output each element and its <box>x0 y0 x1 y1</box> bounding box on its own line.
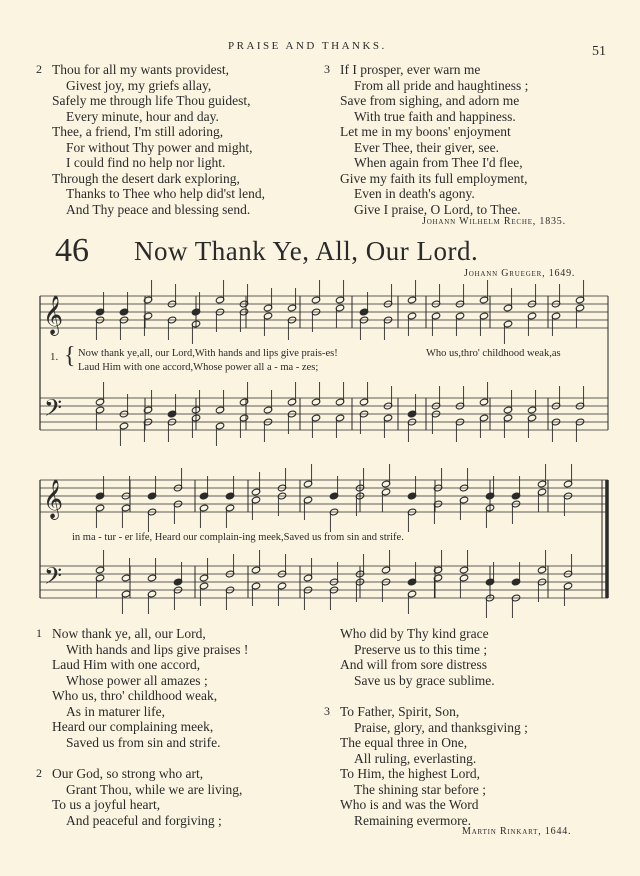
verse-line: Who is and was the Word <box>340 797 479 812</box>
verse-line: All ruling, everlasting. <box>354 750 477 766</box>
composer: Johann Grueger, 1649. <box>464 268 576 279</box>
verse-line: To us a joyful heart, <box>52 797 161 812</box>
verse-line: Who us, thro' childhood weak, <box>52 688 218 703</box>
verse-number: 2 <box>36 766 42 780</box>
verse-line: Remaining evermore. <box>354 812 471 828</box>
bass-clef-icon: 𝄢 <box>44 394 63 427</box>
verse-line: Givest joy, my griefs allay, <box>66 77 212 93</box>
verse-line: Every minute, hour and day. <box>66 108 219 124</box>
verse-line: Praise, glory, and thanksgiving ; <box>354 719 528 735</box>
verse-line: Who did by Thy kind grace <box>340 626 489 641</box>
verse-line: Laud Him with one accord, <box>52 657 201 672</box>
score-lyric-line-3: in ma - tur - er life, Heard our complain-ing meek,Saved us from sin and strife. <box>72 532 404 543</box>
hymn-verse-1-cont <box>340 626 495 688</box>
treble-clef-icon: 𝄞 <box>43 479 64 519</box>
verse-line: Grant Thou, while we are living, <box>66 781 243 797</box>
verse-line: And will from sore distress <box>340 657 487 672</box>
score-lyric-line-2: Laud Him with one accord,Whose power all a - ma - zes; <box>78 362 319 373</box>
verse-line: To Him, the highest Lord, <box>340 766 481 781</box>
running-head: PRAISE AND THANKS. <box>228 40 387 52</box>
verse-line: Through the desert dark exploring, <box>52 170 240 186</box>
hymn-verse-3 <box>324 704 528 828</box>
score-verse-marker: 1. <box>50 351 59 363</box>
verse-line: Safely me through life Thou guidest, <box>52 93 251 108</box>
score-lyric-line-1: Now thank ye,all, our Lord,With hands and lips give prais-es! <box>78 348 338 359</box>
verse-line: And Thy peace and blessing send. <box>66 201 251 217</box>
verse-line: With true faith and happiness. <box>354 108 516 124</box>
verse-line: Save from sighing, and adorn me <box>340 93 520 108</box>
verse-line: For without Thy power and might, <box>66 139 253 155</box>
page-number: 51 <box>592 44 606 59</box>
verse-line: Thanks to Thee who help did'st lend, <box>66 186 266 201</box>
verse-line: If I prosper, ever warn me <box>340 62 481 77</box>
brace-icon: { <box>64 343 76 369</box>
treble-clef-icon: 𝄞 <box>43 295 64 335</box>
verse-number: 3 <box>324 704 330 718</box>
verse-line: Thou for all my wants providest, <box>52 62 229 77</box>
verse-line: Whose power all amazes ; <box>66 672 208 688</box>
verse-line: And peaceful and forgiving ; <box>66 812 222 828</box>
verse-number: 3 <box>324 62 330 76</box>
verse-line: Give I praise, O Lord, to Thee. <box>354 201 521 217</box>
hymn-title: Now Thank Ye, All, Our Lord. <box>134 236 479 266</box>
verse-line: Saved us from sin and strife. <box>66 734 221 750</box>
hymn-number: 46 <box>55 232 89 269</box>
verse-line: With hands and lips give praises ! <box>66 641 249 657</box>
verse-line: I could find no help nor light. <box>66 155 226 170</box>
verse-line: The equal three in One, <box>340 735 468 750</box>
verse-line: Our God, so strong who art, <box>52 766 204 781</box>
verse-line: Thee, a friend, I'm still adoring, <box>52 124 224 139</box>
hymn-author: Martin Rinkart, 1644. <box>462 826 572 837</box>
hymn-verse-1 <box>36 626 249 750</box>
hymn-verse-2 <box>36 766 243 828</box>
verse-line: Save us by grace sublime. <box>354 672 495 688</box>
verse-line: To Father, Spirit, Son, <box>340 704 460 719</box>
verse-number: 2 <box>36 62 42 76</box>
prev-hymn-author: Johann Wilhelm Reche, 1835. <box>422 216 566 227</box>
verse-line: When again from Thee I'd flee, <box>354 155 523 170</box>
verse-line: From all pride and haughtiness ; <box>354 77 529 93</box>
verse-line: Let me in my boons' enjoyment <box>340 124 511 139</box>
verse-number: 1 <box>36 626 42 640</box>
bass-clef-icon: 𝄢 <box>44 562 63 595</box>
verse-line: Now thank ye, all, our Lord, <box>52 626 206 641</box>
verse-line: Even in death's agony. <box>354 186 475 201</box>
verse-line: Ever Thee, their giver, see. <box>354 139 500 155</box>
verse-line: The shining star before ; <box>354 781 486 797</box>
score-lyric-line-1b: Who us,thro' childhood weak,as <box>426 348 561 359</box>
verse-line: As in maturer life, <box>66 703 165 719</box>
verse-line: Preserve us to this time ; <box>354 641 488 657</box>
verse-line: Give my faith its full employment, <box>340 170 528 186</box>
verse-line: Heard our complaining meek, <box>52 719 214 734</box>
